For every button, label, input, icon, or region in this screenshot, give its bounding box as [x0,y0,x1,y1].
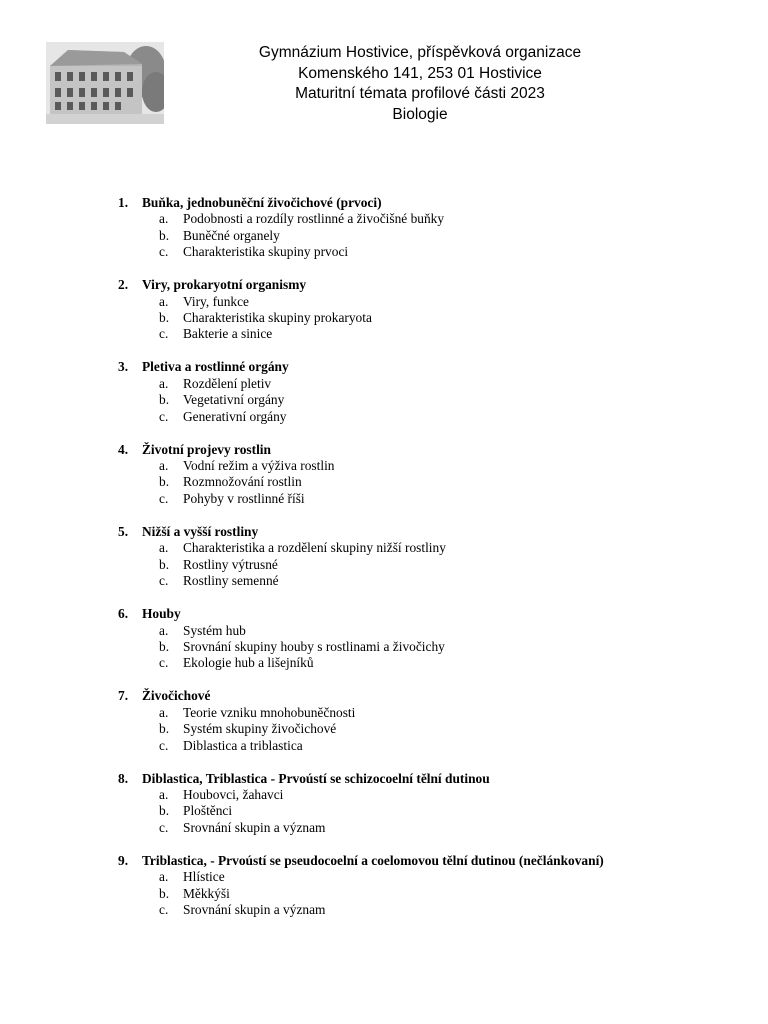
subtopic-text: Ekologie hub a lišejníků [183,655,314,671]
document-title: Maturitní témata profilové části 2023 [295,85,545,103]
topic-title: Pletiva a rostlinné orgány [142,359,289,375]
subtopic-text: Srovnání skupin a význam [183,901,326,917]
subtopic-text: Srovnání skupiny houby s rostlinami a živočichy [183,638,445,654]
document-header [210,43,630,126]
subtopic-letter: b. [159,392,170,408]
subtopic-text: Buněčné organely [183,227,280,243]
subtopic-letter: b. [159,721,170,737]
subtopic-text: Generativní orgány [183,408,287,424]
subtopic-item [118,392,738,408]
subtopic-item [118,820,738,836]
subtopic-letter: c. [159,573,169,589]
subtopic-item [118,310,738,326]
topic-number: 3. [118,359,129,375]
subtopic-item [118,902,738,918]
topic-heading [118,442,738,458]
subtopic-letter: c. [159,244,169,260]
subtopic-text: Rostliny semenné [183,573,279,589]
subtopic-text: Teorie vzniku mnohobuněčnosti [183,704,356,720]
topic-heading [118,853,738,869]
topic-title: Buňka, jednobuněční živočichové (prvoci) [142,195,382,210]
subtopic-letter: c. [159,490,169,506]
subtopic-text: Diblastica a triblastica [183,737,303,753]
subtopic-letter: a. [159,458,169,474]
subtopic-text: Houbovci, žahavci [183,786,284,802]
topic-title: Diblastica, Triblastica - Prvoústí se schizocoelní tělní dutinou [142,770,490,786]
topic-title: Životní projevy rostlin [142,441,271,457]
topic-item [118,688,738,754]
subtopic-text: Srovnání skupin a význam [183,819,326,835]
topic-item [118,606,738,672]
subtopic-item [118,376,738,392]
topic-list [118,195,738,935]
subtopic-item [118,458,738,474]
subtopic-text: Vodní režim a výživa rostlin [183,458,335,474]
topic-item [118,359,738,425]
subtopic-text: Charakteristika skupiny prokaryota [183,310,372,326]
subtopic-letter: b. [159,310,170,326]
subtopic-letter: a. [159,293,169,309]
topic-number: 7. [118,688,129,704]
subtopic-letter: a. [159,375,169,391]
subtopic-text: Rozdělení pletiv [183,375,272,391]
topic-title: Živočichové [142,688,211,704]
topic-heading [118,606,738,622]
topic-heading [118,524,738,540]
subtopic-letter: b. [159,227,170,243]
subtopic-item [118,557,738,573]
topic-number: 2. [118,277,129,293]
topic-heading [118,195,738,211]
subtopic-text: Ploštěnci [183,803,233,819]
subtopic-item [118,573,738,589]
subtopic-item [118,787,738,803]
subtopic-text: Rozmnožování rostlin [183,474,302,490]
subtopic-letter: c. [159,737,169,753]
subtopic-item [118,738,738,754]
topic-number: 4. [118,441,129,457]
subtopic-letter: c. [159,901,169,917]
subtopic-letter: a. [159,704,169,720]
topic-item [118,277,738,343]
subtopic-letter: a. [159,540,169,556]
topic-title: Houby [142,606,181,622]
subtopic-text: Charakteristika a rozdělení skupiny nižší rostliny [183,540,446,556]
subtopic-text: Viry, funkce [183,293,249,309]
subtopic-text: Hlístice [183,869,225,885]
topic-number: 9. [118,852,129,868]
subject-name: Biologie [392,106,448,124]
topic-heading [118,771,738,787]
subtopic-item [118,326,738,342]
subtopic-text: Systém skupiny živočichové [183,721,337,737]
school-building-logo [46,42,164,124]
subtopic-item [118,409,738,425]
school-name: Gymnázium Hostivice, příspěvková organizace [258,44,582,61]
subtopic-letter: a. [159,786,169,802]
topic-item [118,195,738,261]
subtopic-item [118,705,738,721]
school-address: Komenského 141, 253 01 Hostivice [298,64,542,82]
subtopic-item [118,869,738,885]
subtopic-item [118,211,738,227]
subtopic-letter: a. [159,622,169,638]
subtopic-text: Vegetativní orgány [183,392,285,408]
topic-number: 6. [118,606,129,622]
subtopic-item [118,294,738,310]
subtopic-item [118,639,738,655]
subtopic-text: Měkkýši [183,885,230,901]
topic-heading [118,359,738,375]
subtopic-item [118,655,738,671]
topic-item [118,771,738,837]
topic-item [118,442,738,508]
topic-number: 1. [118,195,129,210]
subtopic-item [118,474,738,490]
topic-title: Nižší a vyšší rostliny [142,523,259,539]
subtopic-item [118,244,738,260]
subtopic-letter: b. [159,803,170,819]
subtopic-item [118,886,738,902]
subtopic-letter: c. [159,819,169,835]
topic-heading [118,688,738,704]
subtopic-item [118,623,738,639]
topic-number: 5. [118,523,129,539]
subtopic-letter: b. [159,638,170,654]
topic-item [118,524,738,590]
topic-number: 8. [118,770,129,786]
subtopic-letter: c. [159,655,169,671]
subtopic-text: Bakterie a sinice [183,326,273,342]
subtopic-text: Pohyby v rostlinné říši [183,490,305,506]
topic-item [118,853,738,919]
topic-heading [118,277,738,293]
subtopic-item [118,803,738,819]
subtopic-text: Charakteristika skupiny prvoci [183,244,349,260]
subtopic-letter: c. [159,326,169,342]
subtopic-letter: c. [159,408,169,424]
subtopic-letter: b. [159,885,170,901]
subtopic-item [118,540,738,556]
topic-title: Viry, prokaryotní organismy [142,277,307,293]
topic-title: Triblastica, - Prvoústí se pseudocoelní a coelomovou tělní dutinou (nečlánkovaní) [142,852,604,868]
subtopic-text: Systém hub [183,622,246,638]
subtopic-letter: a. [159,869,169,885]
subtopic-letter: b. [159,474,170,490]
subtopic-text: Rostliny výtrusné [183,556,278,572]
subtopic-text: Podobnosti a rozdíly rostlinné a živočišné buňky [183,211,445,227]
subtopic-letter: a. [159,211,169,227]
subtopic-item [118,491,738,507]
subtopic-item [118,721,738,737]
subtopic-item [118,228,738,244]
subtopic-letter: b. [159,556,170,572]
